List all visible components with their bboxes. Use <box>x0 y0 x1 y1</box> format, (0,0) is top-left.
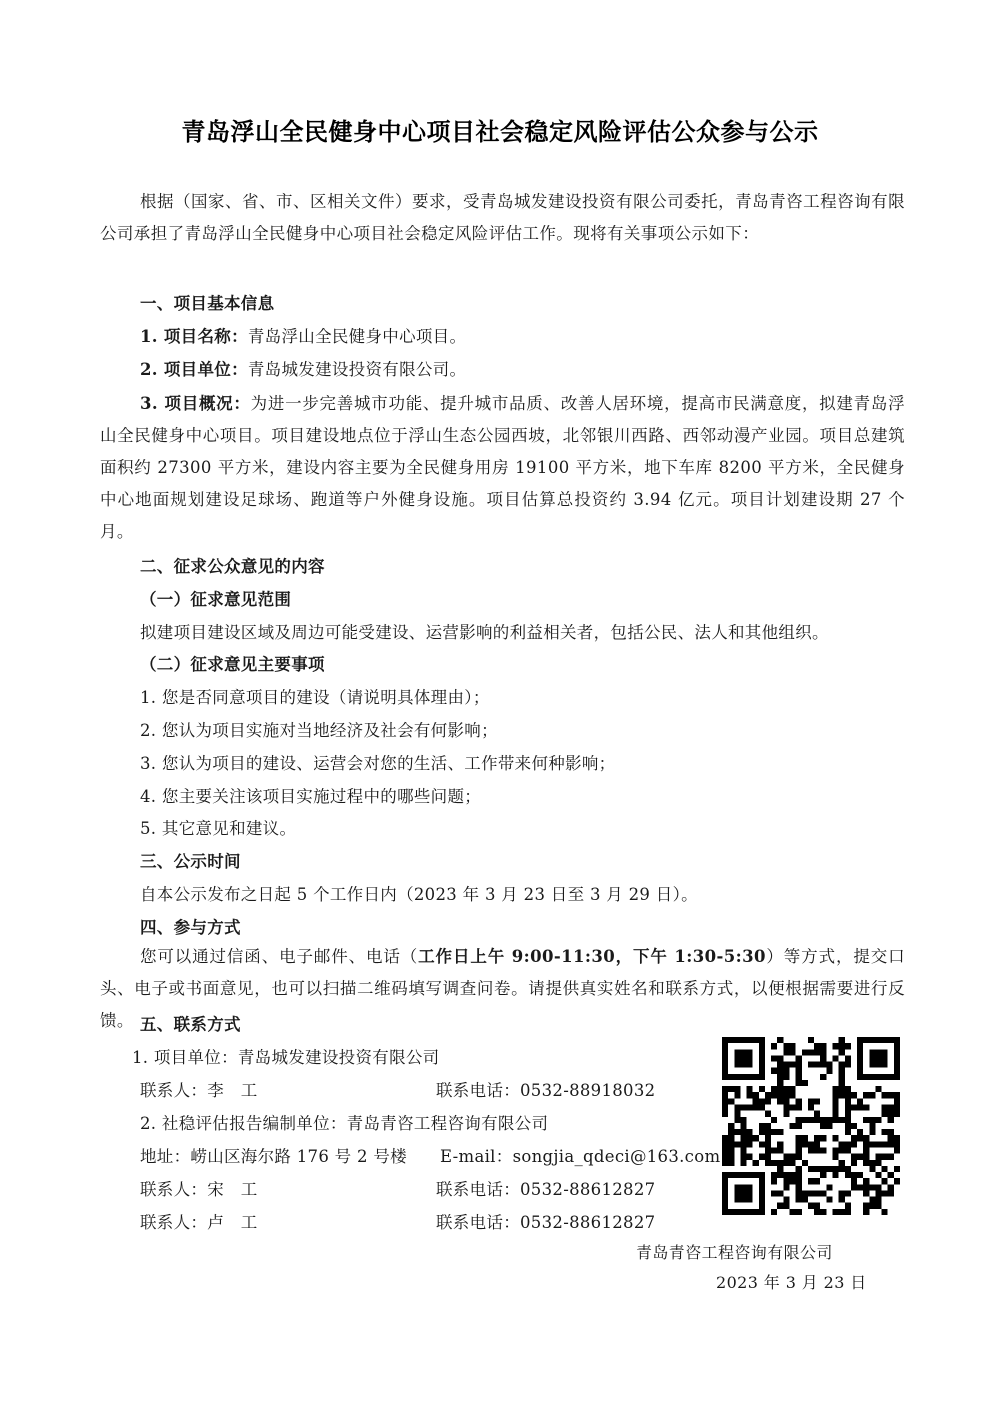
contact-unit-2: 2. 社稳评估报告编制单位：青岛青咨工程咨询有限公司 <box>140 1114 549 1133</box>
working-hours: 工作日上午 9:00-11:30，下午 1:30-5:30 <box>418 947 766 966</box>
contact-person-2: 联系人：宋 工 <box>140 1180 258 1199</box>
contact-email: E-mail：songjia_qdeci@163.com <box>440 1147 721 1166</box>
contact-phone-3: 联系电话：0532-88612827 <box>436 1213 656 1232</box>
contact-person-3: 联系人：卢 工 <box>140 1213 258 1232</box>
signature-company: 青岛青咨工程咨询有限公司 <box>636 1243 833 1262</box>
contact-person-1: 联系人：李 工 <box>140 1081 258 1100</box>
project-name-line <box>140 322 466 352</box>
qr-code-icon[interactable] <box>722 1037 900 1215</box>
opinion-item-1: 1. 您是否同意项目的建设（请说明具体理由）； <box>140 688 490 707</box>
document-title: 青岛浮山全民健身中心项目社会稳定风险评估公众参与公示 <box>181 118 819 146</box>
contact-phone-2: 联系电话：0532-88612827 <box>436 1180 656 1199</box>
section-4-heading: 四、参与方式 <box>140 918 241 937</box>
publicity-time-text: 自本公示发布之日起 5 个工作日内（2023 年 3 月 23 日至 3 月 29 日）。 <box>140 885 698 904</box>
intro-paragraph: 根据（国家、省、市、区相关文件）要求，受青岛城发建设投资有限公司委托，青岛青咨工程咨询有限公司承担了青岛浮山全民健身中心项目社会稳定风险评估工作。现将有关事项公示如下： <box>100 192 905 243</box>
opinion-item-2: 2. 您认为项目实施对当地经济及社会有何影响； <box>140 721 498 740</box>
project-name-value: 青岛浮山全民健身中心项目。 <box>247 327 467 346</box>
section-1-heading: 一、项目基本信息 <box>140 294 275 313</box>
opinion-item-3: 3. 您认为项目的建设、运营会对您的生活、工作带来何种影响； <box>140 754 616 773</box>
project-name-label: 1. 项目名称： <box>140 327 248 346</box>
section-2-sub-1: （一）征求意见范围 <box>140 590 292 609</box>
project-unit-label: 2. 项目单位： <box>140 360 248 379</box>
project-overview-label: 3. 项目概况： <box>140 394 251 413</box>
opinion-item-5: 5. 其它意见和建议。 <box>140 819 297 838</box>
scope-text: 拟建项目建设区域及周边可能受建设、运营影响的利益相关者，包括公民、法人和其他组织。 <box>140 623 829 642</box>
project-overview-paragraph <box>100 388 905 548</box>
contact-phone-1: 联系电话：0532-88918032 <box>436 1081 656 1100</box>
section-2-sub-2: （二）征求意见主要事项 <box>140 655 325 674</box>
section-3-heading: 三、公示时间 <box>140 852 241 871</box>
section-5-heading: 五、联系方式 <box>140 1015 241 1034</box>
project-overview-value: 为进一步完善城市功能、提升城市品质、改善人居环境，提高市民满意度，拟建青岛浮山全民健身中心项目。项目建设地点位于浮山生态公园西坡，北邻银川西路、西邻动漫产业园。项目总建筑面积约 27300 平方米，建设内容主要为全民健身用房 19100 平方米，地下车库 8200 平方米，全民健身中心地面规划建设足球场、跑道等户外健身设施。项目估算总投资约 3.94 亿元。项目计划建设期 27 个月。 <box>100 394 905 541</box>
participation-text-a: 您可以通过信函、电子邮件、电话（ <box>140 947 419 966</box>
opinion-item-4: 4. 您主要关注该项目实施过程中的哪些问题； <box>140 787 482 806</box>
participation-text-b: ）等方式，提交口头、电子或书面意见，也可以扫描二维码填写调查问卷。请提供真实姓名和联系方式，以便根据需要进行反馈。 <box>100 947 906 1030</box>
project-unit-line <box>140 355 466 385</box>
contact-address: 地址：崂山区海尔路 176 号 2 号楼 <box>140 1147 407 1166</box>
project-unit-value: 青岛城发建设投资有限公司。 <box>247 360 467 379</box>
section-2-heading: 二、征求公众意见的内容 <box>140 557 325 576</box>
signature-date: 2023 年 3 月 23 日 <box>716 1273 867 1292</box>
contact-unit-1: 1. 项目单位：青岛城发建设投资有限公司 <box>132 1048 440 1067</box>
